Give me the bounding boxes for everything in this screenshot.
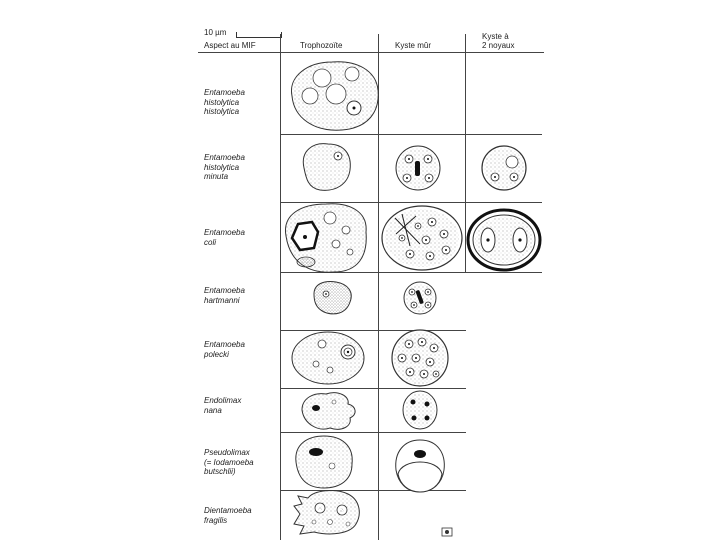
binucleate-cyst-e-histolytica-minuta <box>482 146 526 190</box>
scale-label: 10 µm <box>204 28 227 37</box>
trophozoite-e-coli <box>285 204 366 272</box>
species-label-5: Entamoeba polecki <box>204 340 245 359</box>
trophozoite-e-histolytica-histolytica <box>291 62 378 130</box>
species-label-6: Endolimax nana <box>204 396 242 415</box>
trophozoite-e-hartmanni <box>314 282 351 314</box>
header-aspect: Aspect au MIF <box>204 41 256 50</box>
trophozoite-dientamoeba-fragilis <box>294 491 359 534</box>
trophozoite-pseudolimax <box>296 436 352 488</box>
species-label-8: Dientamoeba fragilis <box>204 506 252 525</box>
cyst-e-histolytica-minuta <box>396 146 440 190</box>
species-label-7: Pseudolimax (= Iodamoeba butschlii) <box>204 448 254 476</box>
binucleate-cyst-e-coli <box>468 210 540 270</box>
cyst-e-coli <box>382 206 462 270</box>
species-label-4: Entamoeba hartmanni <box>204 286 245 305</box>
trophozoite-e-polecki <box>292 332 364 384</box>
header-kyste-2-noyaux-line2: 2 noyaux <box>482 41 515 50</box>
cyst-e-polecki <box>392 330 448 386</box>
cyst-pseudolimax <box>396 440 445 492</box>
header-kyste-2-noyaux-line1: Kyste à <box>482 32 509 41</box>
header-trophozoite: Trophozoïte <box>300 41 343 50</box>
species-label-3: Entamoeba coli <box>204 228 245 247</box>
header-kyste-mur: Kyste mûr <box>395 41 432 50</box>
species-label-1: Entamoeba histolytica histolytica <box>204 88 245 116</box>
cyst-endolimax-nana <box>403 391 437 429</box>
species-label-2: Entamoeba histolytica minuta <box>204 153 245 181</box>
trophozoite-endolimax-nana <box>302 393 355 430</box>
cell-drawings <box>190 18 546 540</box>
trophozoite-e-histolytica-minuta <box>303 144 350 191</box>
amoeba-comparison-table <box>190 18 546 540</box>
corner-mark-icon <box>442 528 452 536</box>
cyst-e-hartmanni <box>404 282 436 314</box>
